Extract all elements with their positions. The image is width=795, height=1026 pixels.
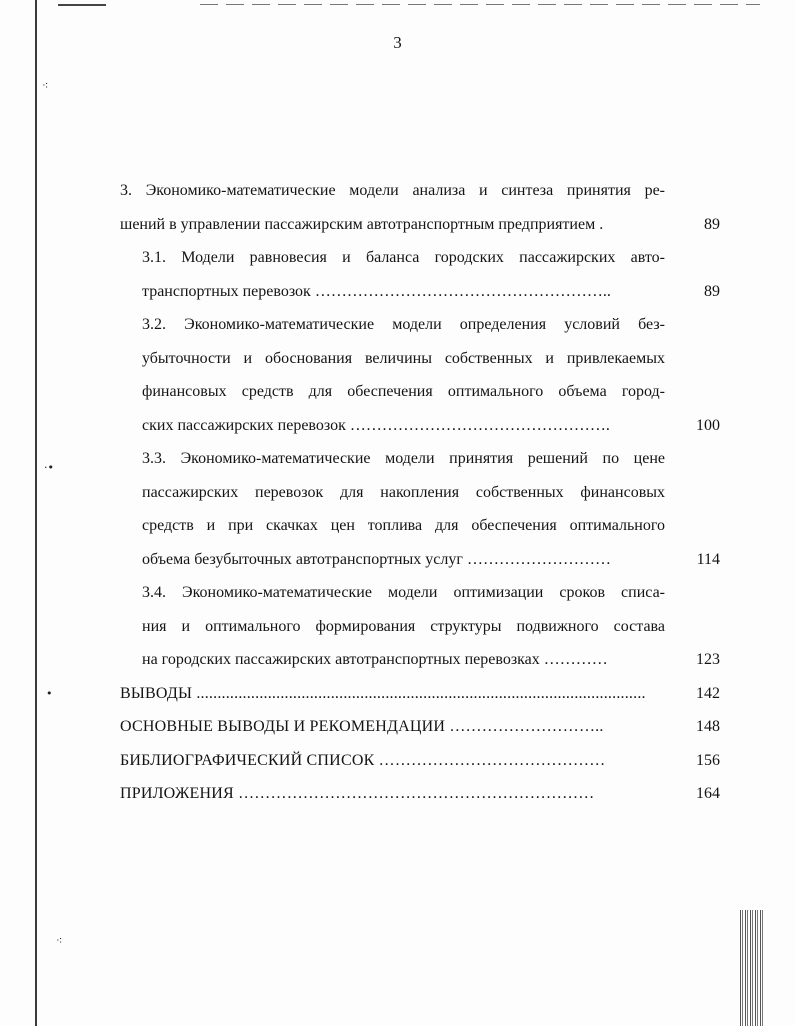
scan-edge-artifact (740, 910, 764, 1026)
toc-entry-3-1 (120, 241, 720, 308)
toc-page-ref: 114 (696, 550, 720, 568)
scan-speck-icon: • (46, 687, 53, 700)
toc-entry-chapter-3 (120, 174, 720, 241)
toc-page-ref: 89 (704, 282, 720, 300)
toc-entry-main-conclusions (120, 710, 720, 744)
toc-entry-bibliography (120, 744, 720, 778)
toc-entry-line: средств и при скачках цен топлива для обеспечения оптимального (142, 517, 665, 534)
toc-entry-line: 3.4. Экономико-математические модели оптимизации сроков списа- (142, 584, 665, 601)
toc-entry-line: финансовых средств для обеспечения оптимального объема город- (142, 383, 665, 400)
toc-entry-line: 3. Экономико-математические модели анализа и синтеза принятия ре- (120, 182, 665, 199)
toc-entry-line: транспортных перевозок ……………………………………………….. (142, 282, 611, 300)
scan-speck-icon: ·• (44, 461, 54, 474)
toc-entry-line: 3.1. Модели равновесия и баланса городских пассажирских авто- (142, 249, 665, 266)
toc-page-ref: 164 (696, 785, 720, 802)
toc-page-ref: 156 (696, 751, 720, 769)
page-number: 3 (393, 33, 402, 52)
toc-entry-line: ния и оптимального формирования структуры подвижного состава (142, 617, 665, 635)
table-of-contents (120, 174, 720, 811)
toc-entry-line: шений в управлении пассажирским автотранспортным предприятием . (120, 215, 604, 233)
scan-top-mark (58, 4, 106, 6)
toc-entry-line: 3.3. Экономико-математические модели принятия решений по цене (142, 450, 665, 467)
scan-top-line (200, 4, 760, 5)
toc-entry-line: ПРИЛОЖЕНИЯ ………………………………………………………… (120, 785, 595, 802)
toc-page-ref: 89 (704, 215, 720, 233)
toc-entry-line: ских пассажирских перевозок …………………………………………. (142, 416, 610, 434)
toc-entry-3-3 (120, 442, 720, 576)
toc-entry-3-4 (120, 576, 720, 677)
toc-entry-line: ОСНОВНЫЕ ВЫВОДЫ И РЕКОМЕНДАЦИИ ……………………….. (120, 718, 604, 735)
scan-speck-icon: ⁖ (56, 934, 63, 947)
toc-entry-line: БИБЛИОГРАФИЧЕСКИЙ СПИСОК …………………………………… (120, 751, 606, 769)
toc-entry-conclusions (120, 677, 720, 711)
toc-entry-appendices (120, 777, 720, 811)
toc-page-ref: 142 (696, 684, 720, 702)
toc-entry-line: 3.2. Экономико-математические модели определения условий без- (142, 316, 665, 333)
toc-entry-line: убыточности и обоснования величины собственных и привлекаемых (142, 349, 665, 367)
toc-page-ref: 123 (696, 651, 720, 668)
toc-page-ref: 100 (696, 416, 720, 434)
toc-entry-3-2 (120, 308, 720, 442)
scan-left-edge (35, 0, 37, 1026)
toc-entry-line: объема безубыточных автотранспортных услуг ……………………… (142, 550, 611, 568)
scan-speck-icon: ⁖ (42, 79, 49, 92)
toc-entry-line: пассажирских перевозок для накопления собственных финансовых (142, 483, 665, 501)
toc-entry-line: на городских пассажирских автотранспортных перевозках ………… (142, 651, 608, 668)
toc-page-ref: 148 (696, 718, 720, 735)
toc-entry-line: ВЫВОДЫ ........................................................................................................... (120, 684, 646, 702)
